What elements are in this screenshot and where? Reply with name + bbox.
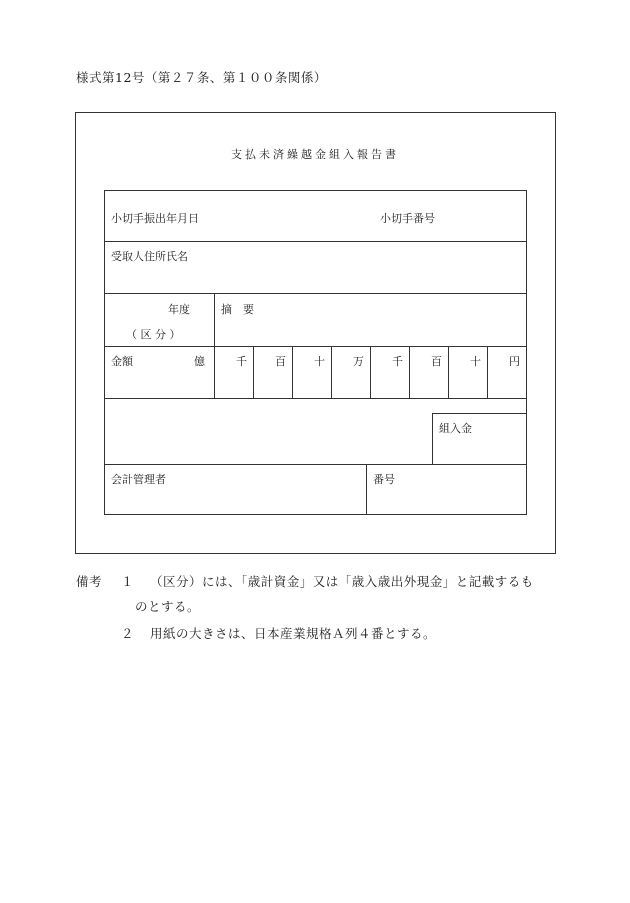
note-number: ２ — [121, 626, 135, 641]
note-text-continued: のとする。 — [135, 599, 201, 614]
category-label: （ 区 分 ） — [126, 328, 181, 341]
fiscal-year-label: 年度 — [168, 303, 190, 316]
number-column-divider — [366, 464, 367, 515]
row-divider-5 — [104, 464, 527, 465]
transfer-box-top — [432, 413, 527, 414]
digit-label: 百 — [431, 355, 442, 368]
digit-label: 十 — [314, 355, 325, 368]
form-number-heading: 様式第12号（第２７条、第１００条関係） — [76, 70, 327, 85]
digit-label: 千 — [392, 355, 403, 368]
digit-label: 十 — [470, 355, 481, 368]
row-divider-2 — [104, 293, 527, 294]
number-label: 番号 — [373, 473, 395, 486]
digit-label: 円 — [509, 355, 520, 368]
row-divider-4 — [104, 398, 527, 399]
form-title: 支払未済繰越金組入報告書 — [231, 148, 399, 161]
amount-label: 金額 — [111, 355, 133, 368]
digit-label: 千 — [236, 355, 247, 368]
accountant-label: 会計管理者 — [111, 473, 166, 486]
transfer-box-left — [432, 413, 433, 464]
label-column-divider — [214, 293, 215, 398]
note-text: 用紙の大きさは、日本産業規格Ａ列４番とする。 — [150, 626, 437, 641]
summary-label: 摘 要 — [221, 303, 254, 316]
check-number-label: 小切手番号 — [380, 212, 435, 225]
transfer-label: 組入金 — [439, 422, 472, 435]
row-divider-1 — [104, 241, 527, 242]
notes-label: 備考 — [76, 574, 103, 589]
digit-label: 万 — [353, 355, 364, 368]
note-text: （区分）には、「歳計資金」又は「歳入歳出外現金」と記載するも — [150, 574, 534, 589]
payee-label: 受取人住所氏名 — [111, 250, 188, 263]
note-number: １ — [121, 574, 135, 589]
digit-oku-label: 億 — [194, 355, 205, 368]
check-date-label: 小切手振出年月日 — [111, 212, 199, 225]
row-divider-3 — [104, 346, 527, 347]
digit-label: 百 — [275, 355, 286, 368]
